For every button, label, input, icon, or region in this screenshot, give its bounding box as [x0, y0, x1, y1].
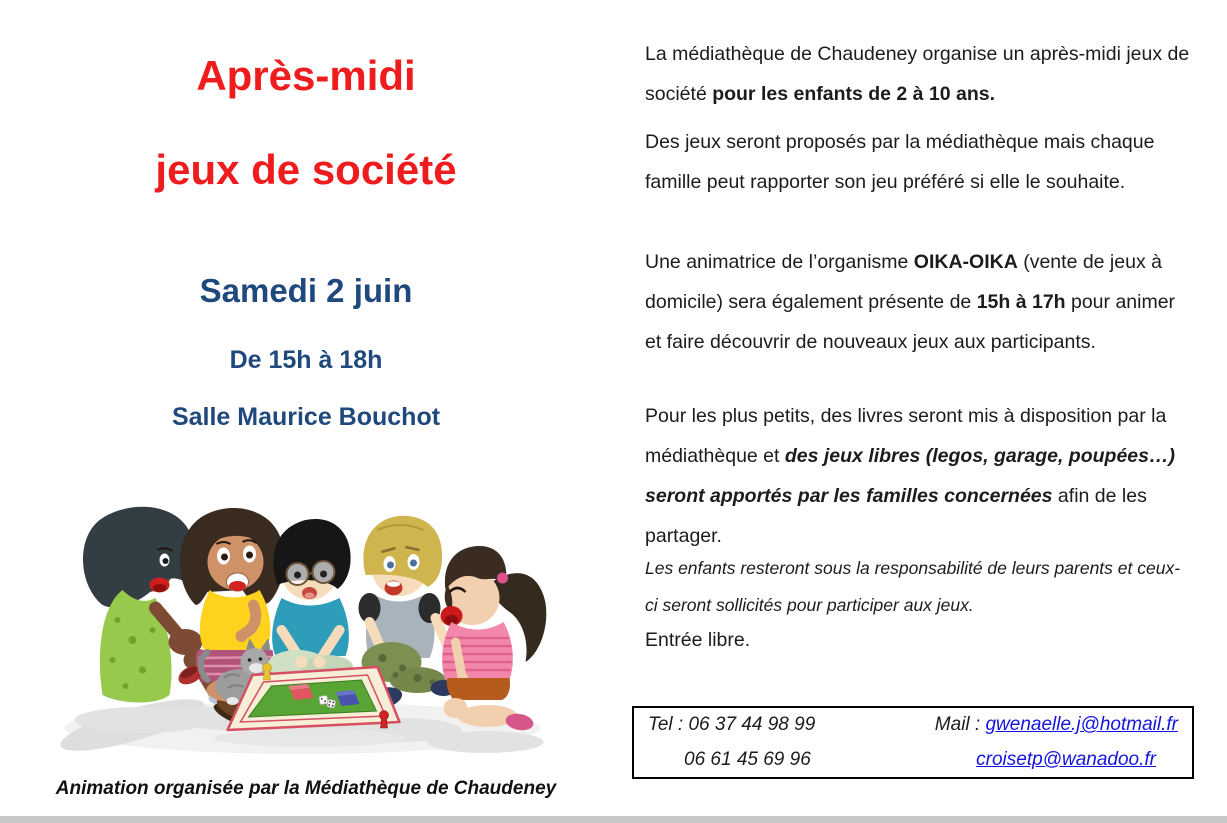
text-run: Entrée libre.	[645, 629, 751, 651]
mail-line-secondary	[880, 749, 1192, 771]
mail-line-primary	[880, 714, 1192, 736]
text-run: La médiathèque de Chaudeney organise un après-midi jeux de société	[645, 43, 1190, 105]
girl-pink-ponytail	[441, 546, 547, 732]
text-run: afin de les partager.	[645, 485, 1147, 547]
email-link-gwenaelle[interactable]: gwenaelle.j@hotmail.fr	[985, 714, 1178, 736]
boy-glasses-teal-shirt	[268, 519, 368, 691]
left-column	[0, 0, 612, 823]
text-run: Des jeux seront proposés par la médiathèque mais chaque famille peut rapporter son jeu préféré si elle le souhaite.	[645, 131, 1155, 193]
text-run: Une animatrice de l’organisme	[645, 251, 914, 273]
event-time: De 15h à 18h	[229, 346, 383, 374]
text-run-italic: Les enfants resteront sous la responsabilité de leurs parents et ceux-ci seront sollicités pour participer aux jeux.	[645, 558, 1181, 615]
contact-box	[632, 706, 1194, 779]
mail-label: Mail :	[934, 714, 986, 736]
text-run-bold: pour les enfants de 2 à 10 ans.	[712, 83, 996, 105]
page-bottom-edge	[0, 816, 1227, 823]
phone-number-primary: Tel : 06 37 44 98 99	[648, 714, 816, 736]
text-run: Pour les plus petits, des livres seront mis à disposition par la médiathèque et	[645, 405, 1167, 467]
paragraph-games-provided	[645, 122, 1190, 202]
children-board-game-illustration	[45, 490, 560, 768]
event-venue: Salle Maurice Bouchot	[171, 403, 441, 431]
event-title-line2: jeux de société	[155, 146, 457, 193]
event-title-line1: Après-midi	[196, 52, 416, 99]
text-run-bold-italic: des jeux libres (legos, garage, poupées…) seront apportés par les familles concernées	[645, 445, 1175, 507]
phone-number-secondary: 06 61 45 69 96	[684, 748, 811, 770]
organizer-caption: Animation organisée par la Médiathèque de Chaudeney	[55, 778, 557, 799]
text-run-bold: 15h à 17h	[976, 291, 1066, 313]
paragraph-free-entry	[645, 620, 1190, 660]
paragraph-intro	[645, 34, 1190, 114]
paragraph-responsibility	[645, 550, 1190, 624]
event-date: Samedi 2 juin	[199, 272, 413, 309]
right-column	[645, 0, 1190, 823]
paragraph-animator	[645, 242, 1190, 362]
text-run: pour animer et faire découvrir de nouveaux jeux aux participants.	[645, 291, 1176, 353]
text-run: (vente de jeux à domicile) sera également présente de	[645, 251, 1162, 313]
email-link-croisetp[interactable]: croisetp@wanadoo.fr	[976, 748, 1156, 770]
paragraph-little-ones	[645, 396, 1190, 556]
text-run-bold: OIKA-OIKA	[913, 251, 1018, 273]
